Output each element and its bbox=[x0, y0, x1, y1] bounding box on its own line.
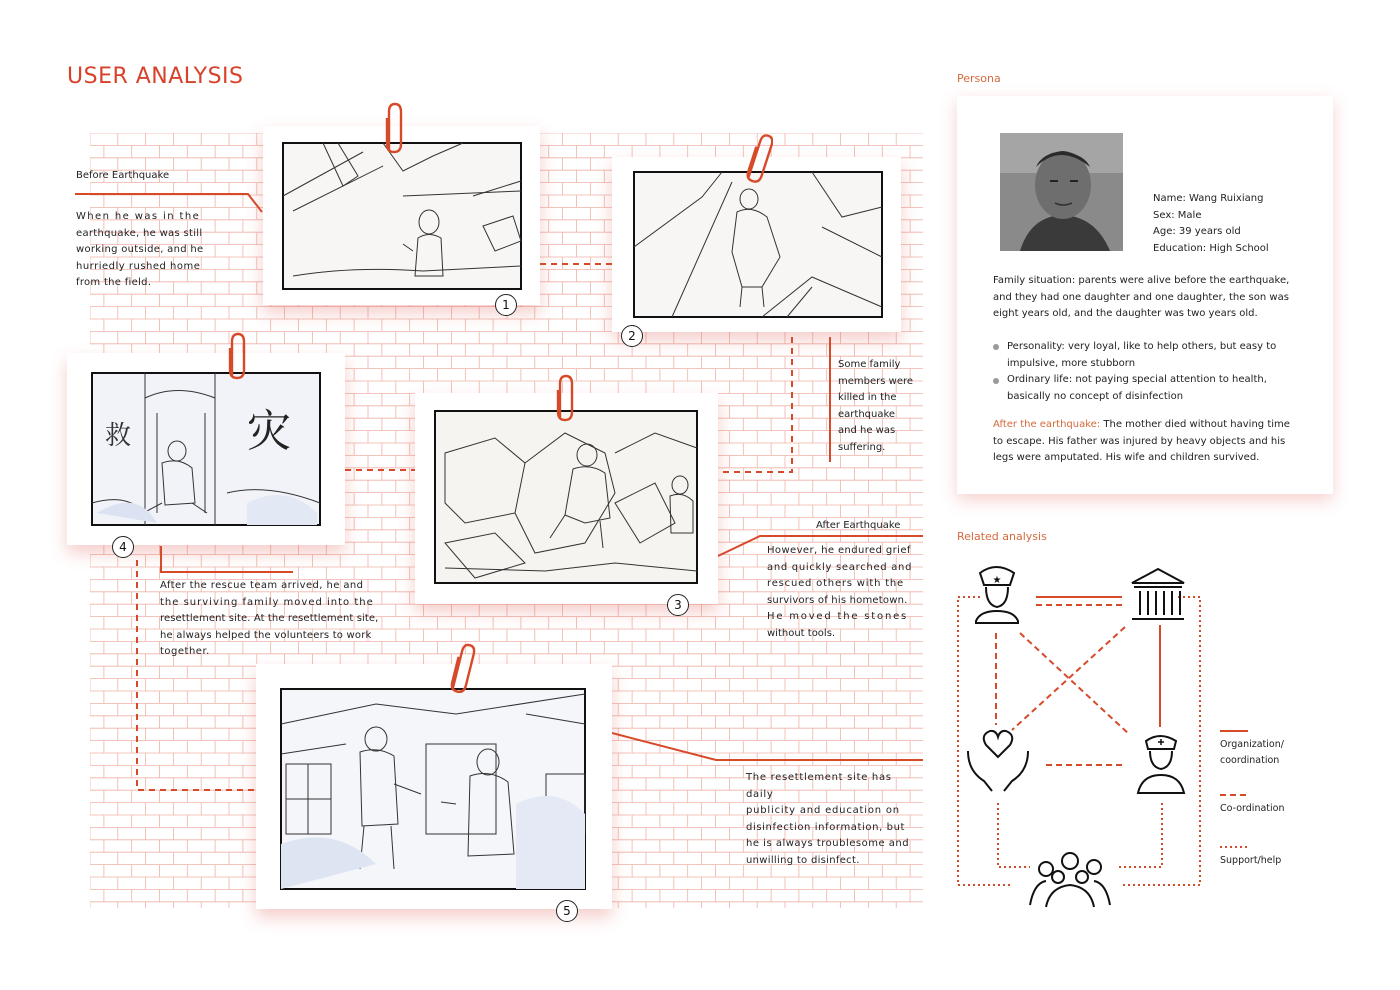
persona-age: Age: 39 years old bbox=[1153, 226, 1241, 237]
story-text-3 bbox=[767, 543, 917, 642]
story-text-4-line: the surviving family moved into the bbox=[160, 596, 374, 608]
storyboard-card-3 bbox=[415, 393, 718, 612]
story-text-5-line: publicity and education on bbox=[746, 805, 900, 816]
persona-ordinary-line: basically no concept of disinfection bbox=[1007, 390, 1184, 402]
story-text-5-line: The resettlement site has daily bbox=[746, 772, 892, 800]
card-number-3: 3 bbox=[667, 594, 689, 616]
bullet-dot bbox=[993, 344, 999, 350]
page-title: USER ANALYSIS bbox=[67, 64, 244, 89]
story-text-4 bbox=[160, 578, 390, 661]
story-text-2-line: members were bbox=[838, 375, 914, 387]
story-text-5-line: unwilling to disinfect. bbox=[746, 854, 860, 866]
persona-sex: Sex: Male bbox=[1153, 209, 1202, 221]
story-text-2 bbox=[838, 357, 913, 456]
connector-5-text bbox=[612, 733, 923, 760]
story-text-4-line: After the rescue team arrived, he and bbox=[160, 580, 364, 591]
paperclip-icon bbox=[552, 372, 576, 424]
persona-after-line: to escape. His father was injured by heavy objects and his bbox=[993, 435, 1286, 447]
card-number-5: 5 bbox=[556, 900, 578, 922]
sign-character-right: 灾 bbox=[247, 406, 291, 457]
persona-after-label: After the earthquake: bbox=[993, 419, 1101, 430]
story-text-5-line: disinfection information, but bbox=[746, 821, 906, 833]
paperclip-icon bbox=[448, 640, 476, 696]
story-text-3-line: rescued others with the bbox=[767, 578, 905, 589]
paperclip-icon bbox=[745, 130, 773, 186]
story-text-4-line: resettlement site. At the resettlement site, bbox=[160, 613, 379, 624]
persona-family bbox=[993, 273, 1313, 323]
card-number-2: 2 bbox=[621, 325, 643, 347]
card-number-1: 1 bbox=[495, 294, 517, 316]
story-text-2-line: earthquake bbox=[838, 408, 896, 420]
story-text-2-line: killed in the bbox=[838, 392, 897, 403]
persona-ordinary-line: Ordinary life: not paying special attention to health, bbox=[1007, 374, 1267, 385]
paperclip-icon bbox=[224, 330, 248, 382]
story-text-1-line: working outside, and he bbox=[76, 244, 204, 255]
before-label: Before Earthquake bbox=[76, 170, 170, 181]
related-analysis-diagram bbox=[950, 555, 1210, 915]
persona-family-line: eight years old, and the daughter was two years old. bbox=[993, 308, 1258, 319]
link-nurse-crowd bbox=[1118, 803, 1162, 867]
story-text-5 bbox=[746, 770, 921, 869]
story-text-3-line: survivors of his hometown. bbox=[767, 594, 908, 606]
persona-basic-info bbox=[1153, 191, 1269, 257]
storyboard-card-4 bbox=[67, 353, 345, 554]
story-text-1 bbox=[76, 209, 216, 292]
persona-family-line: and they had one daughter and one daughter, the son was bbox=[993, 291, 1289, 303]
story-text-1-line: from the field. bbox=[76, 277, 152, 288]
persona-name: Name: Wang Ruixiang bbox=[1153, 193, 1264, 204]
legend-support: Support/help bbox=[1220, 855, 1282, 866]
svg-text:★: ★ bbox=[992, 575, 1002, 586]
crowd-icon bbox=[1030, 853, 1110, 907]
connector-2-3 bbox=[718, 337, 792, 472]
persona-after-earthquake bbox=[993, 417, 1313, 467]
legend-organization-line: coordination bbox=[1220, 755, 1280, 766]
storyboard-card-5 bbox=[256, 664, 612, 918]
story-text-2-line: and he was bbox=[838, 425, 896, 436]
government-building-icon bbox=[1132, 569, 1184, 619]
persona-personality-line: impulsive, more stubborn bbox=[1007, 357, 1136, 369]
connector-4-text bbox=[161, 546, 293, 572]
story-text-1-line: earthquake, he was still bbox=[76, 227, 203, 239]
after-label: After Earthquake bbox=[816, 520, 901, 531]
story-text-1-line: When he was in the bbox=[76, 211, 201, 222]
story-text-3-line: He moved the stones bbox=[767, 611, 909, 622]
persona-ordinary-life bbox=[1007, 372, 1307, 405]
legend-organization-line: Organization/ bbox=[1220, 739, 1284, 750]
persona-family-line: Family situation: parents were alive before the earthquake, bbox=[993, 275, 1290, 286]
story-text-2-line: Some family bbox=[838, 359, 901, 370]
story-text-4-line: together. bbox=[160, 646, 210, 657]
story-text-5-line: he is always troublesome and bbox=[746, 838, 910, 849]
persona-education: Education: High School bbox=[1153, 242, 1269, 254]
persona-after-line: The mother died without having time bbox=[1100, 419, 1290, 430]
story-text-3-line: without tools. bbox=[767, 627, 836, 639]
paperclip-icon bbox=[381, 100, 405, 156]
story-text-4-line: he always helped the volunteers to work bbox=[160, 629, 372, 641]
story-text-3-line: and quickly searched and bbox=[767, 561, 913, 573]
story-text-2-line: suffering. bbox=[838, 441, 886, 453]
persona-personality bbox=[1007, 339, 1307, 372]
persona-card bbox=[957, 96, 1333, 494]
card-number-4: 4 bbox=[112, 536, 134, 558]
persona-personality-line: Personality: very loyal, like to help others, but easy to bbox=[1007, 341, 1277, 352]
police-icon bbox=[976, 567, 1018, 623]
sketch-3 bbox=[415, 393, 718, 604]
persona-after-line: legs were amputated. His wife and children survived. bbox=[993, 452, 1260, 463]
bullet-dot bbox=[993, 378, 999, 384]
related-analysis-heading: Related analysis bbox=[957, 530, 1047, 543]
link-police-nurse bbox=[1020, 633, 1130, 735]
story-text-1-line: hurriedly rushed home bbox=[76, 260, 201, 272]
persona-photo bbox=[1000, 133, 1123, 251]
link-heart-crowd bbox=[998, 803, 1030, 867]
legend-organization bbox=[1220, 737, 1284, 769]
sketch-5 bbox=[256, 664, 612, 909]
persona-heading: Persona bbox=[957, 72, 1001, 85]
nurse-icon bbox=[1138, 736, 1184, 793]
charity-heart-hands-icon bbox=[968, 731, 1028, 791]
story-text-3-line: However, he endured grief bbox=[767, 545, 911, 556]
legend-coordination: Co-ordination bbox=[1220, 803, 1285, 814]
sign-character-left: 救 bbox=[105, 421, 132, 451]
